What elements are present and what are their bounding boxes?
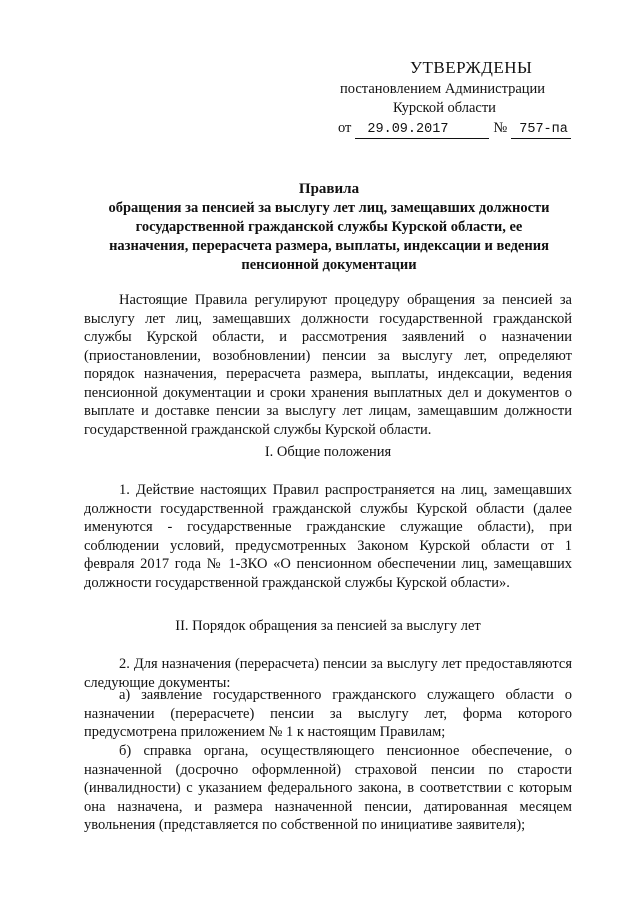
approval-issuer: постановлением Администрации [340, 81, 546, 97]
approval-heading: УТВЕРЖДЕНЫ [410, 58, 533, 77]
title-line: обращения за пенсией за выслугу лет лиц, замещавших должности [108, 200, 550, 216]
title-line: пенсионной документации [241, 257, 417, 273]
title-line: государственной гражданской службы Курской области, ее [135, 219, 523, 235]
section-1-heading: I. Общие положения [264, 444, 392, 460]
paragraph-2a: а) заявление государственного гражданского служащего области о назначении (перерасчете) пенсии за выслугу лет, форма которого предусмотрена приложением № 1 к настоящим Правилам; [84, 687, 572, 740]
approval-region: Курской области [393, 100, 496, 116]
title-line: назначения, перерасчета размера, выплаты, индексации и ведения [109, 238, 549, 254]
approval-date: 29.09.2017 [355, 122, 489, 139]
intro-paragraph: Настоящие Правила регулируют процедуру обращения за пенсией за выслугу лет лиц, замещавших должности государственной гражданской службы Курской области, и рассмотрения заявлений о назначении (приостановлении, возобновлении) пенсии за выслугу лет, определяют порядок назначения, перерасчета размера, выплаты, индексации, ведения пенсионной документации и сроки хранения выплатных дел и документов о выплате и доставке пенсии за выслугу лет лицам, замещавшим должности государственной гражданской службы Курской области. [84, 292, 572, 438]
section-2-heading: II. Порядок обращения за пенсией за выслугу лет [175, 618, 481, 634]
paragraph-2: 2. Для назначения (перерасчета) пенсии за выслугу лет предоставляются следующие документы: [84, 656, 572, 691]
paragraph-2b: б) справка органа, осуществляющего пенсионное обеспечение, о назначенной (досрочно оформленной) страховой пенсии по старости (инвалидности) с указанием федерального закона, в соответствии с которым она назначена, и размера назначенной пенсии, датированная месяцем увольнения (представляется по собственной по инициативе заявителя); [84, 743, 572, 833]
approval-date-line [338, 119, 588, 139]
number-label: № [493, 120, 508, 136]
paragraph-1: 1. Действие настоящих Правил распространяется на лиц, замещавших должности государственной гражданской службы Курской области (далее именуются - государственные гражданские служащие области), при соблюдении условий, предусмотренных Законом Курской области от 1 февраля 2017 года № 1-ЗКО «О пенсионном обеспечении лиц, замещавших должности государственной гражданской службы Курской области». [84, 482, 572, 591]
document-title [60, 180, 598, 275]
approval-number: 757-па [511, 122, 571, 139]
title-main: Правила [298, 181, 360, 197]
approval-stamp-block [338, 58, 588, 139]
date-prefix: от [338, 120, 352, 136]
